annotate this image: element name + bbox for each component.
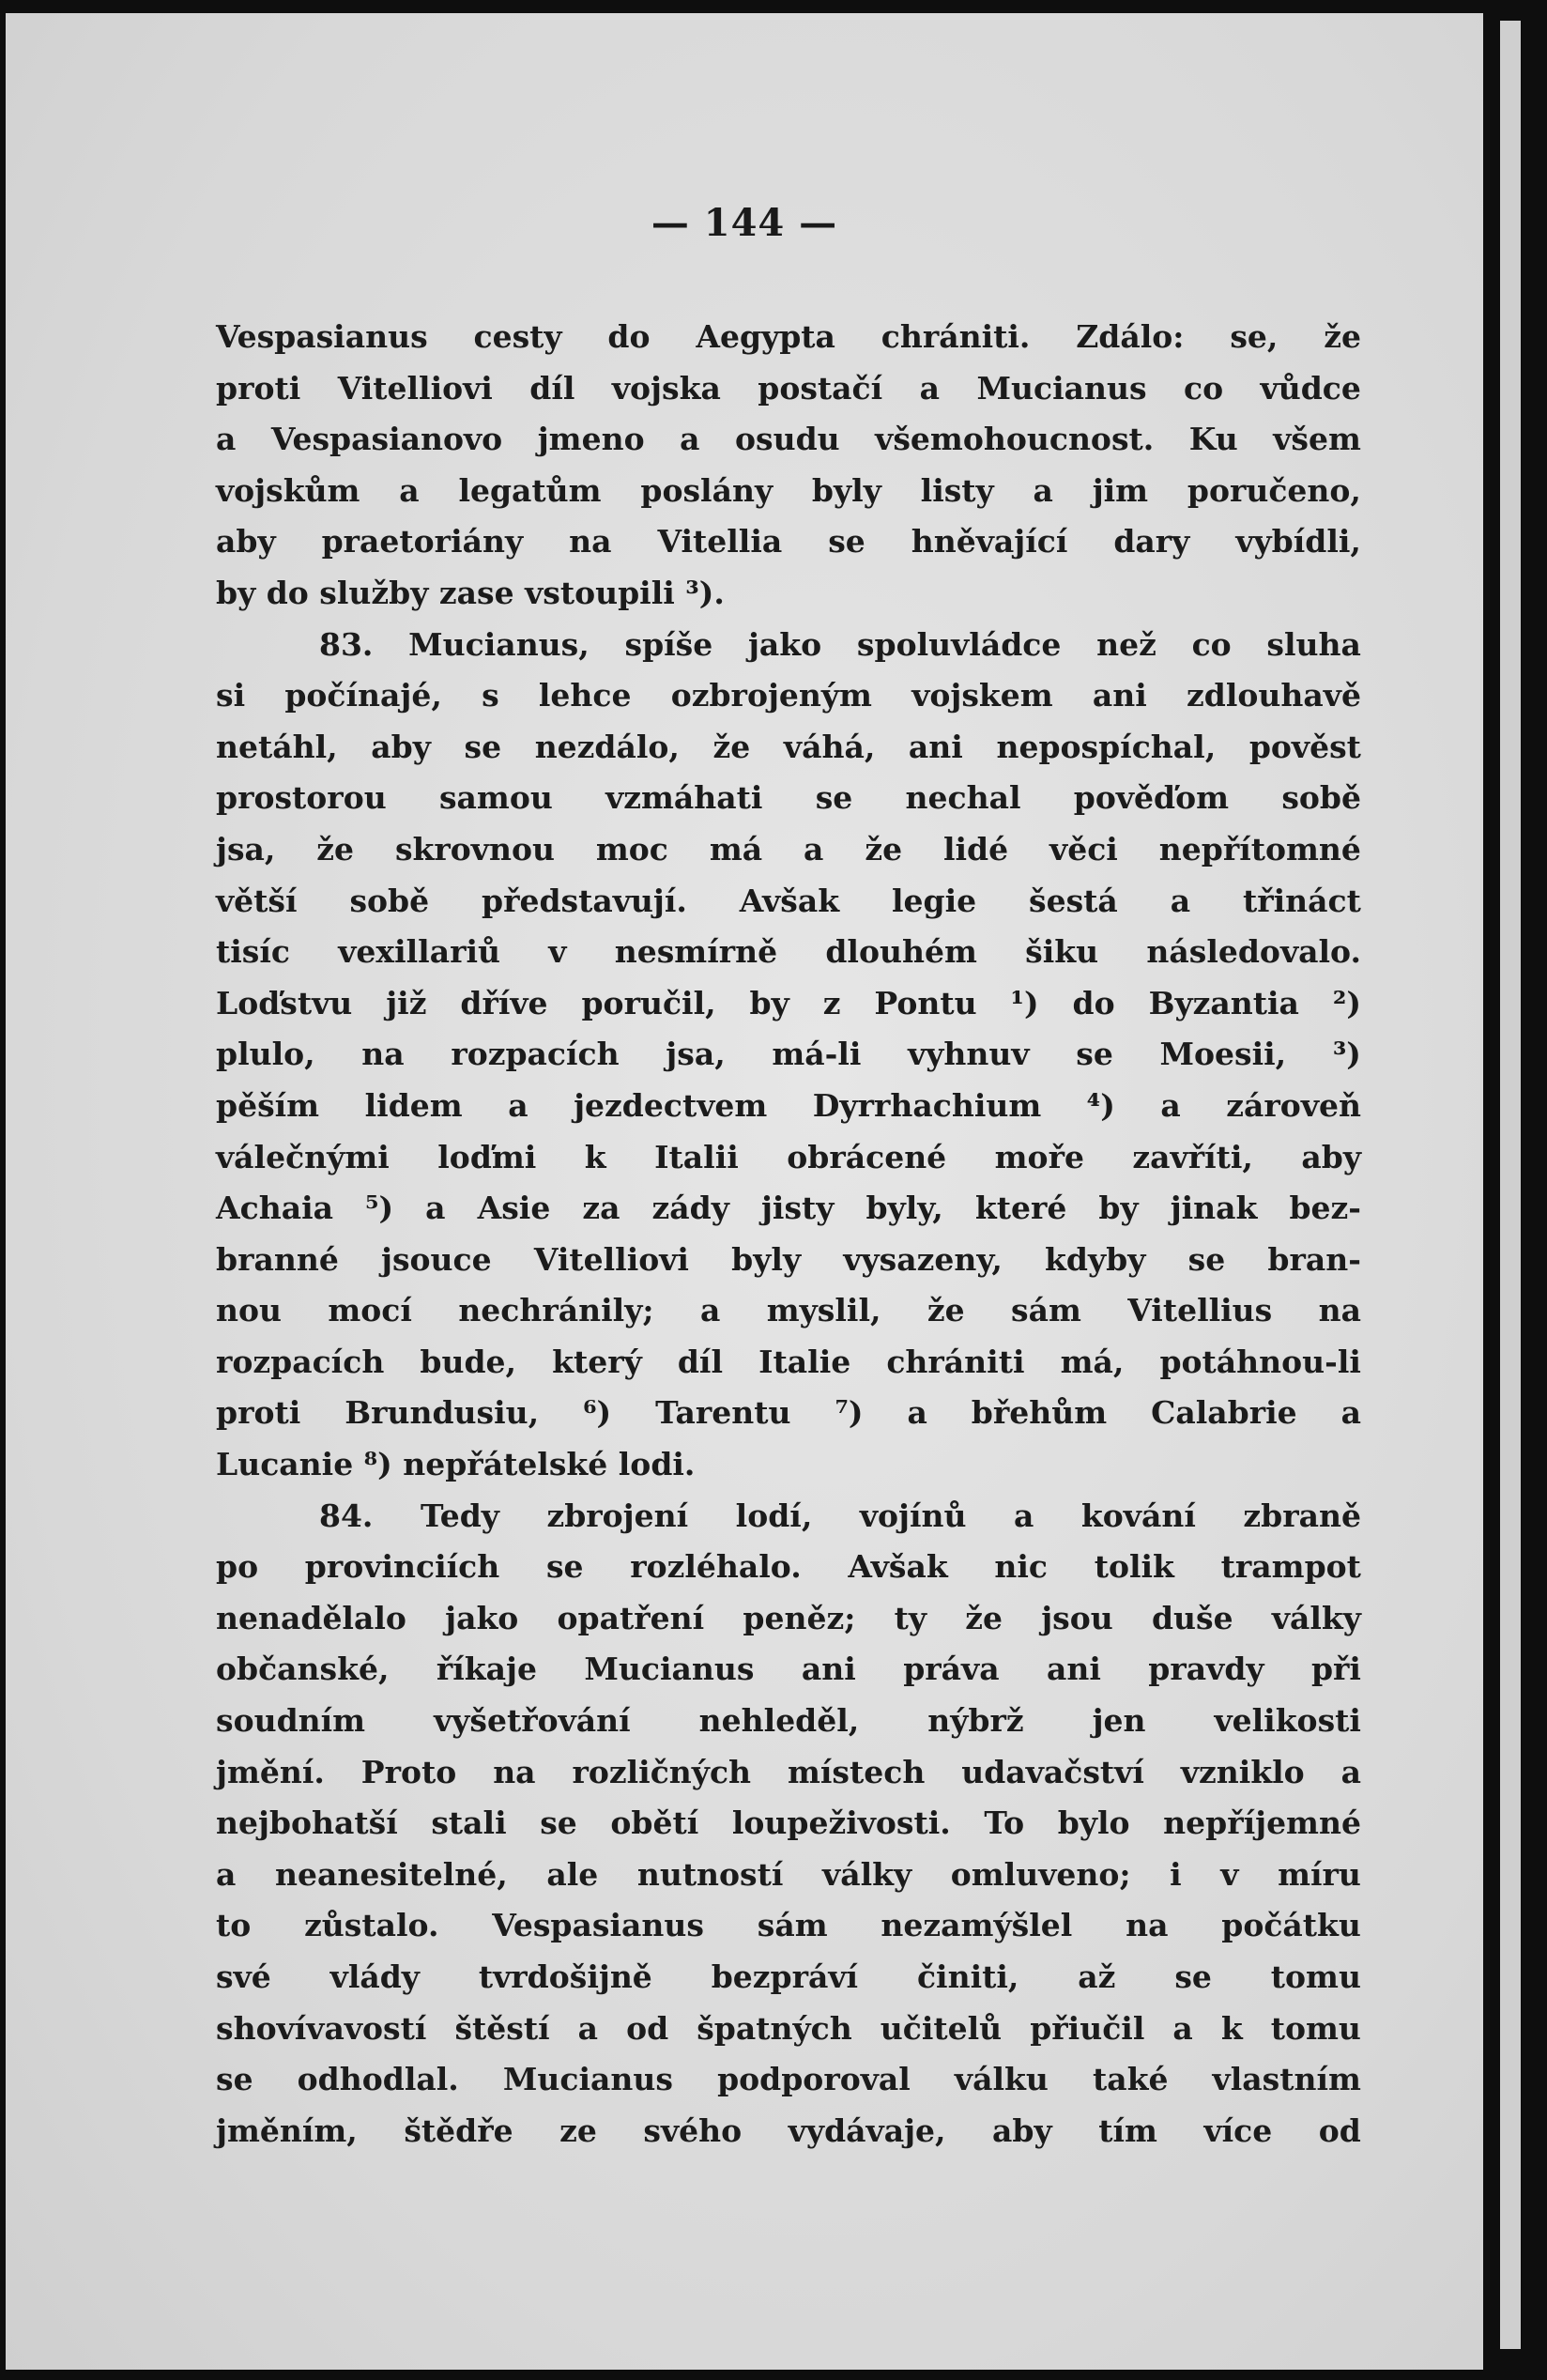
text-line: Achaia ⁵) a Asie za zády jisty byly, které by jinak bez- bbox=[216, 1190, 1361, 1227]
paragraph bbox=[216, 312, 1361, 620]
text-line: válečnými loďmi k Italii obrácené moře zavříti, aby bbox=[216, 1138, 1361, 1175]
text-line: pěším lidem a jezdectvem Dyrrhachium ⁴) a zároveň bbox=[216, 1086, 1361, 1124]
text-line: aby praetoriány na Vitellia se hněvající dary vybídli, bbox=[216, 523, 1361, 560]
text-line: občanské, říkaje Mucianus ani práva ani pravdy při bbox=[216, 1651, 1361, 1688]
text-line: shovívavostí štěstí a od špatných učitelů přiučil a k tomu bbox=[216, 2009, 1361, 2047]
text-line: proti Vitelliovi díl vojska postačí a Mucianus co vůdce bbox=[216, 369, 1361, 407]
text-line: Lucanie ⁸) nepřátelské lodi. bbox=[216, 1446, 696, 1483]
text-line: a neanesitelné, ale nutností války omluveno; i v míru bbox=[216, 1855, 1361, 1893]
paragraph bbox=[216, 620, 1361, 1491]
book-page bbox=[6, 13, 1483, 2370]
text-line: branné jsouce Vitelliovi byly vysazeny, kdyby se bran- bbox=[216, 1240, 1361, 1278]
text-line: nou mocí nechránily; a myslil, že sám Vitellius na bbox=[216, 1292, 1361, 1329]
text-line: jmění. Proto na rozličných místech udavačství vzniklo a bbox=[216, 1753, 1361, 1790]
text-line: vojskům a legatům poslány byly listy a jim poručeno, bbox=[216, 471, 1361, 509]
text-line: Vespasianus cesty do Aegypta chrániti. Zdálo: se, že bbox=[216, 318, 1361, 355]
text-line: to zůstalo. Vespasianus sám nezamýšlel na počátku bbox=[216, 1907, 1361, 1944]
adjacent-page-edge bbox=[1500, 21, 1521, 2349]
text-line: rozpacích bude, který díl Italie chrániti má, potáhnou-li bbox=[216, 1343, 1361, 1380]
page-number: — 144 — bbox=[651, 201, 838, 245]
text-line: 84. Tedy zbrojení lodí, vojínů a kování zbraně bbox=[319, 1497, 1361, 1534]
text-line: by do služby zase vstoupili ³). bbox=[216, 574, 725, 611]
text-line: netáhl, aby se nezdálo, že váhá, ani nepospíchal, pověst bbox=[216, 728, 1361, 765]
text-line: 83. Mucianus, spíše jako spoluvládce než co sluha bbox=[319, 625, 1361, 663]
text-line: plulo, na rozpacích jsa, má-li vyhnuv se Moesii, ³) bbox=[216, 1036, 1361, 1073]
text-line: Loďstvu již dříve poručil, by z Pontu ¹) do Byzantia ²) bbox=[216, 984, 1361, 1021]
text-line: nenadělalo jako opatření peněz; ty že jsou duše války bbox=[216, 1599, 1361, 1636]
text-line: proti Brundusiu, ⁶) Tarentu ⁷) a břehům Calabrie a bbox=[216, 1394, 1361, 1432]
text-line: jměním, štědře ze svého vydávaje, aby tím více od bbox=[216, 2111, 1361, 2149]
text-line: tisíc vexillariů v nesmírně dlouhém šiku následovalo. bbox=[216, 933, 1361, 971]
text-line: nejbohatší stali se obětí loupeživosti. To bylo nepříjemné bbox=[216, 1804, 1361, 1842]
text-line: a Vespasianovo jmeno a osudu všemohoucnost. Ku všem bbox=[216, 421, 1361, 458]
body-text bbox=[216, 312, 1361, 2157]
paragraph bbox=[216, 1491, 1361, 2157]
text-line: větší sobě představují. Avšak legie šestá a třináct bbox=[216, 882, 1361, 919]
text-line: prostorou samou vzmáhati se nechal pověďom sobě bbox=[216, 779, 1361, 817]
text-line: jsa, že skrovnou moc má a že lidé věci nepřítomné bbox=[216, 830, 1361, 868]
text-line: se odhodlal. Mucianus podporoval válku také vlastním bbox=[216, 2061, 1361, 2098]
text-line: své vlády tvrdošijně bezpráví činiti, až se tomu bbox=[216, 1958, 1361, 1995]
text-line: soudním vyšetřování nehleděl, nýbrž jen velikosti bbox=[216, 1702, 1361, 1740]
text-line: po provinciích se rozléhalo. Avšak nic tolik trampot bbox=[216, 1548, 1361, 1586]
text-line: si počínajé, s lehce ozbrojeným vojskem ani zdlouhavě bbox=[216, 677, 1361, 714]
